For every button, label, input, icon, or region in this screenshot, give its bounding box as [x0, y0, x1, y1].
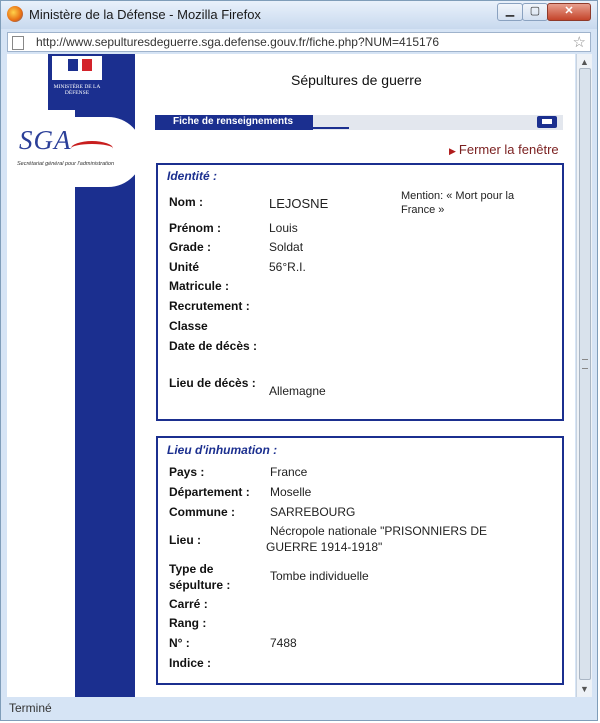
- label-rang: Rang :: [169, 616, 207, 630]
- arrow-right-icon: ▶: [449, 146, 456, 156]
- ministry-logo: [48, 54, 106, 110]
- value-grade: Soldat: [269, 240, 304, 254]
- value-numero: 7488: [270, 636, 297, 650]
- burial-title: Lieu d'inhumation :: [167, 443, 278, 457]
- label-departement: Département :: [169, 485, 250, 499]
- label-classe: Classe: [169, 319, 208, 333]
- url-text[interactable]: http://www.sepulturesdeguerre.sga.defense.gouv.fr/fiche.php?NUM=415176: [36, 35, 440, 49]
- republic-logo: [52, 56, 102, 80]
- sga-subtitle: Secrétariat général pour l'administration: [17, 161, 115, 167]
- label-prenom: Prénom :: [169, 221, 222, 235]
- flag-blue-stripe: [68, 59, 78, 71]
- status-bar: [7, 698, 591, 718]
- scroll-up-icon[interactable]: ▲: [580, 57, 589, 67]
- scroll-thumb[interactable]: [579, 68, 591, 680]
- tab-strip: [155, 115, 563, 130]
- label-matricule: Matricule :: [169, 279, 230, 293]
- value-lieu-deces: Allemagne: [269, 384, 326, 398]
- identity-title: Identité :: [167, 169, 217, 183]
- value-lieu: Nécropole nationale "PRISONNIERS DE GUERRE 1914-1918": [266, 524, 488, 554]
- label-pays: Pays :: [169, 465, 205, 479]
- label-lieu: Lieu :: [169, 533, 201, 547]
- identity-card: [156, 163, 564, 421]
- burial-card: [156, 436, 564, 685]
- value-unite: 56°R.I.: [269, 260, 306, 274]
- label-type-sepulture: Type de sépulture :: [169, 562, 231, 592]
- close-link-label: Fermer la fenêtre: [458, 142, 559, 157]
- label-indice: Indice :: [169, 656, 212, 670]
- value-commune: SARREBOURG: [270, 505, 356, 519]
- label-unite: Unité: [169, 260, 199, 274]
- value-prenom: Louis: [269, 221, 298, 235]
- label-recrutement: Recrutement :: [169, 299, 250, 313]
- window-title: Ministère de la Défense - Mozilla Firefox: [29, 7, 261, 22]
- page-viewport: [7, 54, 575, 697]
- label-grade: Grade :: [169, 240, 212, 254]
- label-numero: N° :: [169, 636, 190, 650]
- label-lieu-deces: Lieu de décès :: [169, 376, 256, 390]
- title-bar[interactable]: [1, 1, 597, 29]
- sga-logo-panel: [7, 117, 143, 187]
- status-text: Terminé: [9, 701, 52, 715]
- sga-logo: SGA: [19, 125, 72, 155]
- close-window-link[interactable]: [449, 142, 559, 157]
- page-title: Sépultures de guerre: [291, 72, 422, 88]
- tab-fiche[interactable]: [155, 115, 313, 130]
- value-nom: LEJOSNE: [269, 196, 329, 211]
- label-nom: Nom :: [169, 195, 203, 209]
- page-icon: [12, 36, 24, 50]
- label-date-deces: Date de décès :: [169, 339, 258, 353]
- tab-underline: [313, 127, 349, 129]
- close-window-button[interactable]: ✕: [547, 3, 591, 21]
- minimize-button[interactable]: ▁: [497, 3, 523, 21]
- value-pays: France: [270, 465, 308, 479]
- sga-swoosh: [71, 141, 113, 156]
- label-commune: Commune :: [169, 505, 235, 519]
- scroll-down-icon[interactable]: ▼: [580, 684, 589, 694]
- mention-text: Mention: « Mort pour la France »: [401, 190, 515, 216]
- value-type-sepulture: Tombe individuelle: [270, 569, 369, 583]
- flag-red-stripe: [82, 59, 92, 71]
- print-icon[interactable]: [537, 116, 557, 128]
- value-departement: Moselle: [270, 485, 312, 499]
- address-bar[interactable]: [7, 32, 591, 52]
- firefox-icon: [7, 6, 23, 22]
- scroll-grip-icon: [582, 359, 588, 369]
- bookmark-star-icon[interactable]: ☆: [572, 34, 586, 51]
- vertical-scrollbar[interactable]: [576, 54, 592, 697]
- maximize-button[interactable]: ▢: [522, 3, 548, 21]
- ministry-logo-text: MINISTÈRE DE LA DÉFENSE: [53, 84, 101, 96]
- label-carre: Carré :: [169, 597, 208, 611]
- tab-fiche-label: Fiche de renseignements: [173, 116, 294, 127]
